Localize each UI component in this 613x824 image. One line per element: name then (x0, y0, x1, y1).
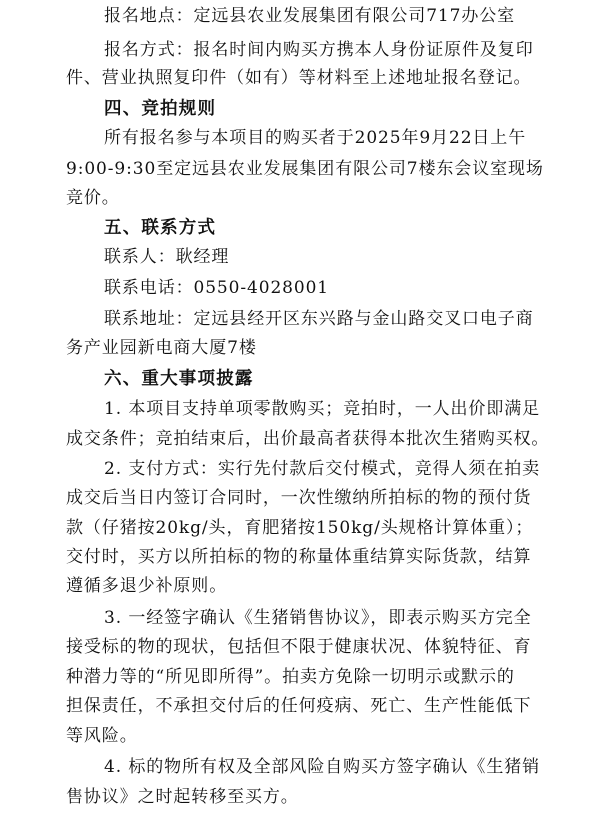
contact-person: 联系人：耿经理 (104, 247, 230, 267)
section-heading-contact: 五、联系方式 (104, 218, 217, 238)
disclosure-item-3-line: 担保责任，不承担交付后的任何疫病、死亡、生产性能低下 (66, 696, 532, 716)
registration-method-line1: 报名方式：报名时间内购买方携本人身份证原件及复印 (104, 40, 534, 60)
section-heading-disclosures: 六、重大事项披露 (104, 369, 254, 389)
disclosure-item-2-line: 交付时，买方以所拍标的物的称量体重结算实际货款，结算 (66, 547, 532, 567)
disclosure-item-3-line: 等风险。 (66, 726, 138, 746)
registration-method-line2: 件、营业执照复印件（如有）等材料至上述地址报名登记。 (66, 68, 532, 88)
bidding-rules-line: 9:00-9:30至定远县农业发展集团有限公司7楼东会议室现场 (66, 159, 544, 179)
disclosure-item-1-line: 1. 本项目支持单项零散购买；竞拍时，一人出价即满足 (104, 399, 541, 419)
section-heading-bidding-rules: 四、竞拍规则 (104, 99, 217, 119)
bidding-rules-line: 竞价。 (66, 188, 120, 208)
contact-address-line1: 联系地址：定远县经开区东兴路与金山路交叉口电子商 (104, 309, 534, 329)
disclosure-item-4-line: 4. 标的物所有权及全部风险自购买方签字确认《生猪销 (104, 757, 541, 777)
disclosure-item-2-line: 2. 支付方式：实行先付款后交付模式，竞得人须在拍卖 (104, 459, 541, 479)
disclosure-item-3-line: 接受标的物的现状，包括但不限于健康状况、体貌特征、育 (66, 637, 532, 657)
disclosure-item-1-line: 成交条件；竞拍结束后，出价最高者获得本批次生猪购买权。 (66, 429, 550, 449)
registration-location: 报名地点：定远县农业发展集团有限公司717办公室 (104, 6, 516, 26)
disclosure-item-2-line: 遵循多退少补原则。 (66, 576, 228, 596)
disclosure-item-3-line: 3. 一经签字确认《生猪销售协议》，即表示购买方完全 (104, 608, 532, 628)
disclosure-item-2-line: 款（仔猪按20kg/头，育肥猪按150kg/头规格计算体重）； (66, 518, 534, 538)
disclosure-item-3-line: 种潜力等的“所见即所得”。拍卖方免除一切明示或默示的 (66, 667, 515, 687)
contact-phone: 联系电话：0550-4028001 (104, 278, 330, 298)
contact-address-line2: 务产业园新电商大厦7楼 (66, 338, 257, 358)
bidding-rules-line: 所有报名参与本项目的购买者于2025年9月22日上午 (104, 128, 527, 148)
disclosure-item-2-line: 成交后当日内签订合同时，一次性缴纳所拍标的物的预付货 (66, 488, 532, 508)
disclosure-item-4-line: 售协议》之时起转移至买方。 (66, 787, 299, 807)
